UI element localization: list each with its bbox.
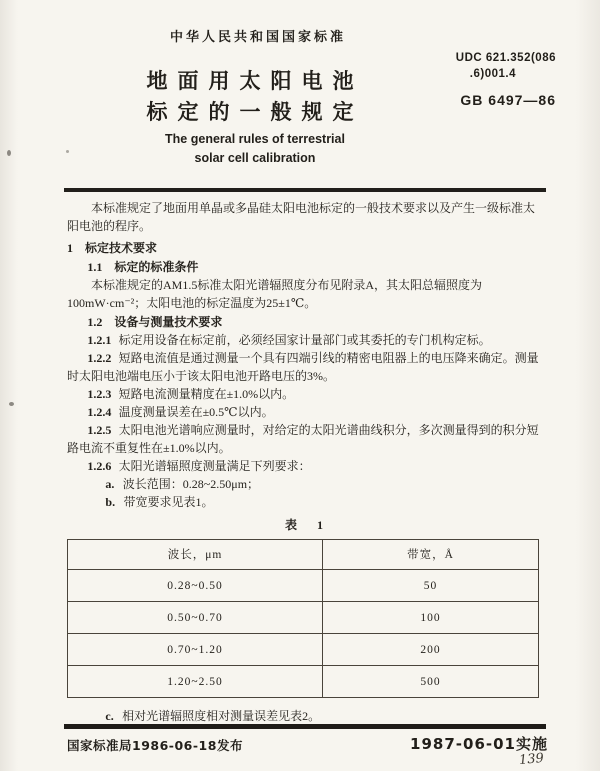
clause-text: 短路电流值是通过测量一个具有四端引线的精密电阻器上的电压降来确定。测量时太阳电池端电压小于该太阳电池开路电压的3%。 <box>67 351 539 383</box>
clause-text: 标定用设备在标定前，必须经国家计量部门或其委托的专门机构定标。 <box>118 333 491 347</box>
header-divider-rule <box>64 188 546 192</box>
section-1-2-heading: 1.2 设备与测量技术要求 <box>87 315 223 329</box>
clause-1-2-5 <box>67 421 545 457</box>
clause-text: 温度测量误差在±0.5℃以内。 <box>118 405 274 419</box>
table-cell-bandwidth: 200 <box>323 634 539 666</box>
document-title-line-2: 标定的一般规定 <box>146 100 364 124</box>
intro-paragraph: 本标准规定了地面用单晶或多晶硅太阳电池标定的一般技术要求以及产生一级标准太阳电池的程序。 <box>67 201 536 233</box>
table-cell-wavelength: 1.20~2.50 <box>68 666 323 698</box>
english-title <box>90 130 420 169</box>
footer-issued-date: 国家标准局1986-06-18发布 <box>67 738 243 753</box>
document-title-line-1: 地面用太阳电池 <box>146 69 364 93</box>
standard-number: GB 6497—86 <box>460 92 556 108</box>
section-1-1-text: 本标准规定的AM1.5标准太阳光谱辐照度分布见附录A，其太阳总辐照度为100mW·cm⁻²；太阳电池的标定温度为25±1℃。 <box>67 278 483 310</box>
scan-artifact <box>7 150 11 156</box>
clause-text: 太阳光谱辐照度测量满足下列要求： <box>118 459 311 473</box>
document-title <box>90 66 410 128</box>
list-item-c <box>67 707 545 725</box>
list-item-letter: b. <box>105 495 116 509</box>
clause-1-2-1 <box>67 331 545 349</box>
table-row <box>68 602 539 634</box>
clause-number: 1.2.6 <box>87 459 112 473</box>
table-cell-bandwidth: 50 <box>323 570 539 602</box>
clause-1-2-4 <box>67 403 545 421</box>
clause-1-2-6 <box>67 457 545 475</box>
clause-1-2-3 <box>67 385 545 403</box>
english-title-line-1: The general rules of terrestrial <box>165 132 345 146</box>
table-row <box>68 570 539 602</box>
table-header-row <box>68 540 539 570</box>
list-item-b <box>67 493 545 511</box>
list-item-text: 相对光谱辐照度相对测量误差见表2。 <box>122 709 321 723</box>
table-cell-wavelength: 0.28~0.50 <box>68 570 323 602</box>
english-title-line-2: solar cell calibration <box>194 151 316 166</box>
table-cell-wavelength: 0.50~0.70 <box>68 602 323 634</box>
clause-number: 1.2.5 <box>87 423 112 437</box>
clause-text: 短路电流测量精度在±1.0%以内。 <box>118 387 295 401</box>
section-1-1-heading: 1.1 标定的标准条件 <box>87 260 199 274</box>
footer-implemented-date: 1987-06-01实施 <box>410 735 548 753</box>
table-header-bandwidth: 带宽，Å <box>323 540 539 570</box>
scan-artifact <box>66 150 69 153</box>
table-row <box>68 634 539 666</box>
section-1-heading: 1 标定技术要求 <box>67 241 158 255</box>
scan-artifact <box>9 402 14 406</box>
table-cell-wavelength: 0.70~1.20 <box>68 634 323 666</box>
clause-number: 1.2.3 <box>87 387 112 401</box>
clause-number: 1.2.2 <box>87 351 112 365</box>
page-number: 139 <box>518 750 545 769</box>
list-item-letter: a. <box>105 477 115 491</box>
list-item-a <box>67 475 545 493</box>
clause-1-2-2 <box>67 349 545 385</box>
footer-divider-rule <box>64 724 546 729</box>
udc-line-2: .6)001.4 <box>469 68 516 81</box>
table-header-wavelength: 波长，μm <box>68 540 323 570</box>
udc-line-1: UDC 621.352(086 <box>455 52 556 64</box>
table-1-caption: 表 1 <box>284 518 327 532</box>
clause-text: 太阳电池光谱响应测量时，对给定的太阳光谱曲线积分，多次测量得到的积分短路电流不重复性在±1.0%以内。 <box>67 423 539 455</box>
list-item-letter: c. <box>105 709 114 723</box>
list-item-text: 带宽要求见表1。 <box>123 495 214 509</box>
list-item-text: 波长范围：0.28~2.50μm； <box>122 477 260 491</box>
table-row <box>68 666 539 698</box>
clause-number: 1.2.1 <box>87 333 112 347</box>
udc-number <box>456 50 556 82</box>
national-standard-label: 中华人民共和国国家标准 <box>169 30 346 45</box>
table-1 <box>67 539 539 698</box>
document-body <box>67 199 545 725</box>
clause-number: 1.2.4 <box>87 405 112 419</box>
table-cell-bandwidth: 100 <box>323 602 539 634</box>
table-cell-bandwidth: 500 <box>323 666 539 698</box>
